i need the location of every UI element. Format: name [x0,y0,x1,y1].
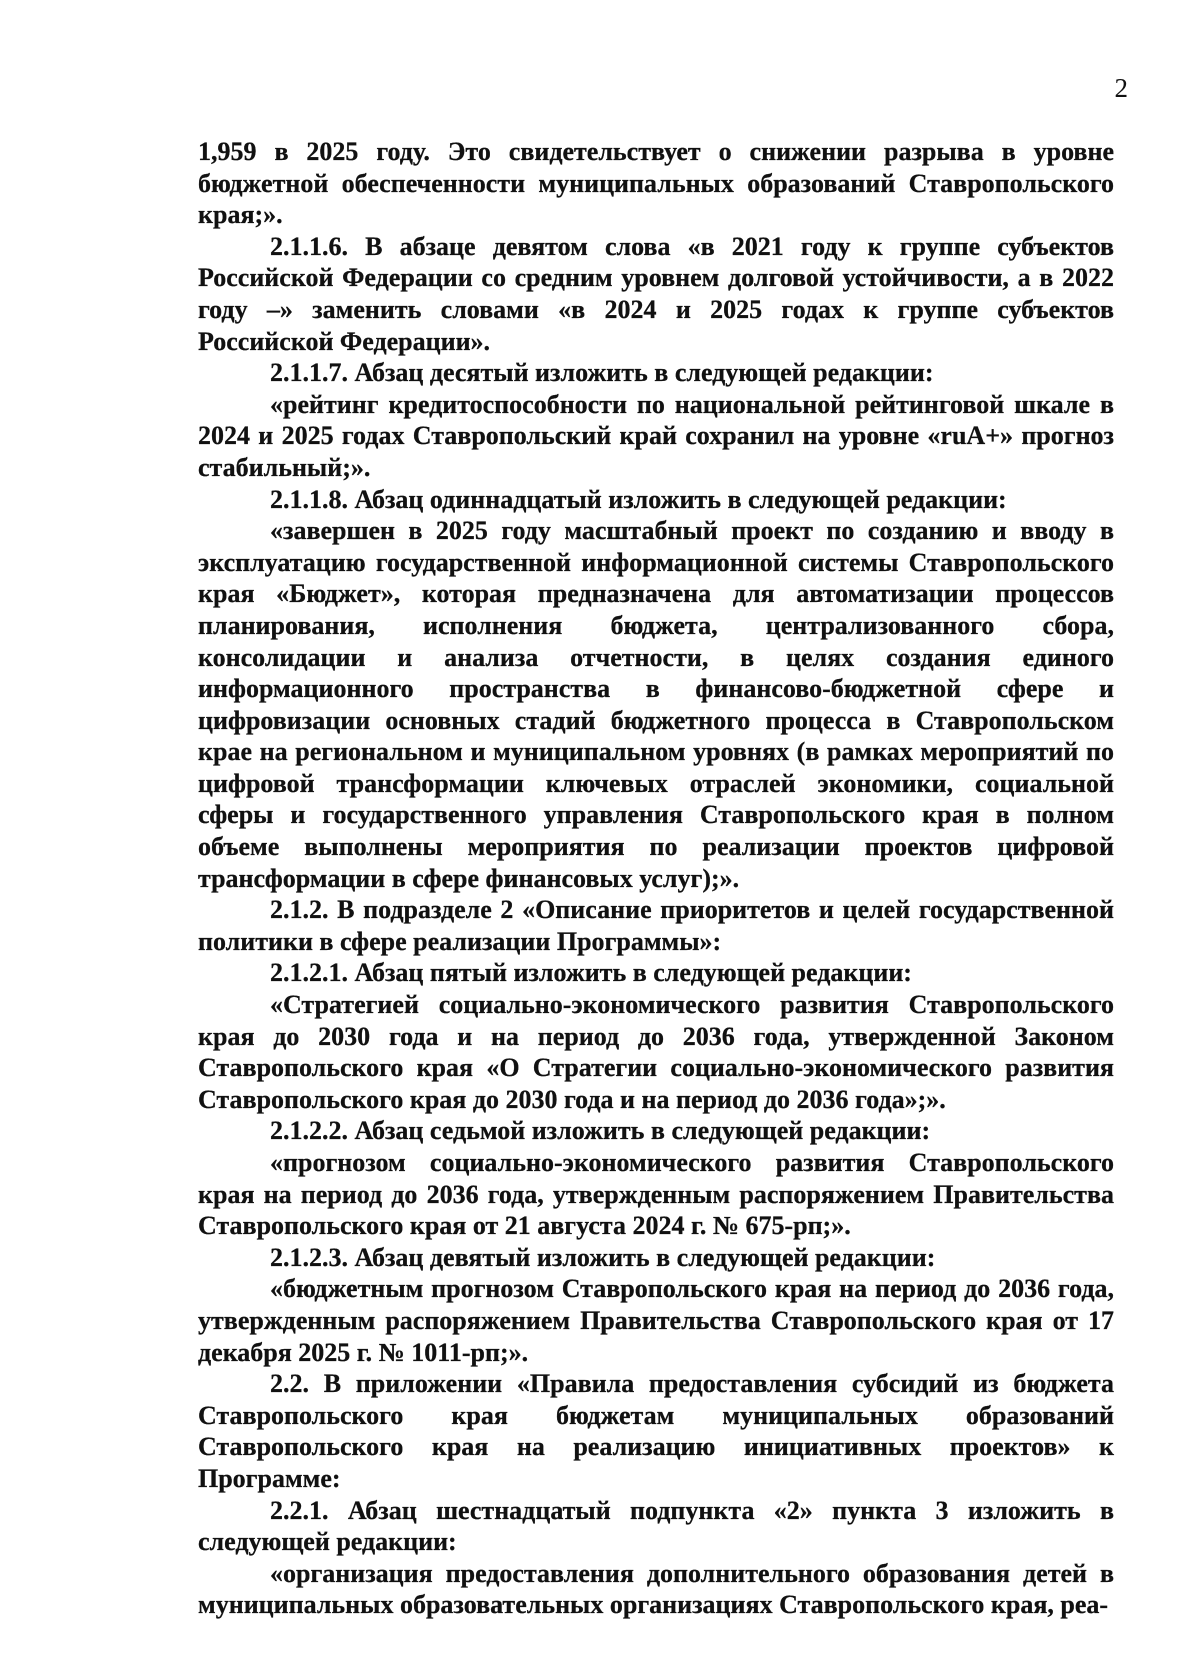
paragraph-forecast-quote: «прогнозом социально-экономического развития Ставропольского края на период до 2036 года, утвержденным распоряжением Правительства Ставропольского края от 21 августа 2024 г. № 675-рп;». [198,1148,1114,1241]
paragraph-2-2-1: 2.2.1. Абзац шестнадцатый подпункта «2» пункта 3 изложить в следующей редакции: [198,1495,1114,1557]
paragraph-budget-forecast-quote: «бюджетным прогнозом Ставропольского края на период до 2036 года, утвержденным распоряжением Правительства Ставропольского края от 17 декабря 2025 г. № 1011-рп;». [198,1274,1114,1367]
page-number: 2 [1114,73,1128,103]
document-body [198,136,1114,1621]
paragraph-rating-quote: «рейтинг кредитоспособности по национальной рейтинговой шкале в 2024 и 2025 годах Ставропольский край сохранил на уровне «ruA+» прогноз стабильный;». [198,389,1114,482]
paragraph-2-1-2-3: 2.1.2.3. Абзац девятый изложить в следующей редакции: [270,1242,936,1272]
paragraph-education-quote: «организация предоставления дополнительного образования детей в муниципальных образовательных организациях Ставропольского края, реа- [198,1558,1114,1620]
paragraph-continuation: 1,959 в 2025 году. Это свидетельствует о снижении разрыва в уровне бюджетной обеспеченности муниципальных образований Ставропольского края;». [198,137,1114,230]
paragraph-2-1-2: 2.1.2. В подразделе 2 «Описание приоритетов и целей государственной политики в сфере реализации Программы»: [198,895,1114,956]
paragraph-2-2: 2.2. В приложении «Правила предоставления субсидий из бюджета Ставропольского края бюджетам муниципальных образований Ставропольского края на реализацию инициативных проектов» к Программе: [198,1369,1114,1493]
paragraph-budget-system-quote: «завершен в 2025 году масштабный проект по созданию и вводу в эксплуатацию государственной информационной системы Ставропольского края «Бюджет», которая предназначена для автоматизации процессов планирования, исполнения бюджета, централизованного сбора, консолидации и анализа отчетности, в целях создания единого информационного пространства в финансово-бюджетной сфере и цифровизации основных стадий бюджетного процесса в Ставропольском крае на региональном и муниципальном уровнях (в рамках мероприятий по цифровой трансформации ключевых отраслей экономики, социальной сферы и государственного управления Ставропольского края в полном объеме выполнены мероприятия по реализации проектов цифровой трансформации в сфере финансовых услуг);». [198,516,1114,893]
paragraph-2-1-1-8: 2.1.1.8. Абзац одиннадцатый изложить в следующей редакции: [270,484,1007,514]
paragraph-2-1-1-6: 2.1.1.6. В абзаце девятом слова «в 2021 году к группе субъектов Российской Федерации со средним уровнем долговой устойчивости, а в 2022 году –» заменить словами «в 2024 и 2025 годах к группе субъектов Российской Федерации». [198,231,1114,356]
paragraph-2-1-2-2: 2.1.2.2. Абзац седьмой изложить в следующей редакции: [270,1116,931,1146]
paragraph-strategy-quote: «Стратегией социально-экономического развития Ставропольского края до 2030 года и на период до 2036 года, утвержденной Законом Ставропольского края «О Стратегии социально-экономического развития Ставропольского края до 2030 года и на период до 2036 года»;». [198,990,1114,1114]
paragraph-2-1-1-7: 2.1.1.7. Абзац десятый изложить в следующей редакции: [270,358,934,388]
paragraph-2-1-2-1: 2.1.2.1. Абзац пятый изложить в следующей редакции: [270,958,912,988]
